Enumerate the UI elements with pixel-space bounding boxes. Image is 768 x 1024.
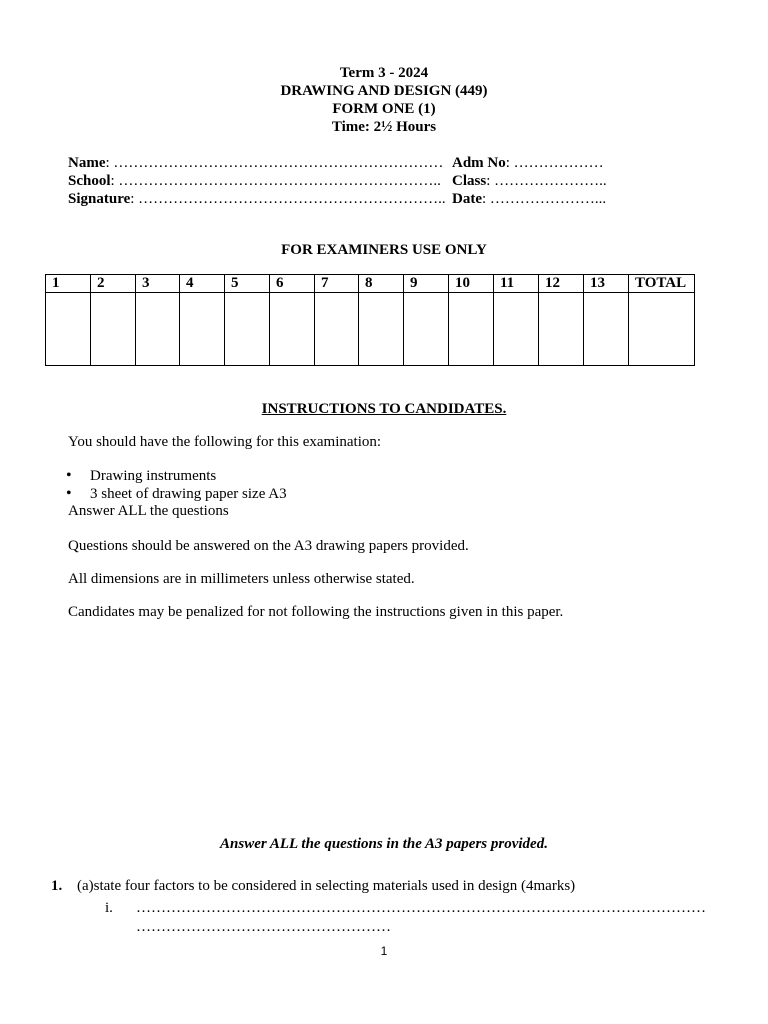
instruction-paragraph: All dimensions are in millimeters unless otherwise stated. <box>68 571 415 587</box>
mark-cell <box>180 293 225 366</box>
mark-cell <box>584 293 629 366</box>
adm-label: Adm No <box>452 155 506 171</box>
school-row <box>68 172 607 190</box>
exam-subject: DRAWING AND DESIGN (449) <box>280 83 488 99</box>
school-label: School <box>68 173 111 189</box>
column-header-total: TOTAL <box>629 275 695 293</box>
column-header: 2 <box>91 275 136 293</box>
mark-cell <box>315 293 359 366</box>
mark-cell <box>225 293 270 366</box>
exam-form: FORM ONE (1) <box>332 101 436 117</box>
name-field: : ………………………………………………………… <box>105 155 444 171</box>
exam-term: Term 3 - 2024 <box>339 65 429 81</box>
class-field: : ………………….. <box>486 173 607 189</box>
mark-cell <box>404 293 449 366</box>
column-header: 1 <box>46 275 91 293</box>
name-label: Name <box>68 155 106 171</box>
examiners-marks-table <box>45 274 695 366</box>
mark-cell <box>494 293 539 366</box>
table-header-row <box>46 275 695 293</box>
class-label: Class <box>452 173 487 189</box>
signature-field: : …………………………………………………….. <box>130 191 446 207</box>
bullet-icon: • <box>66 485 72 502</box>
column-header: 12 <box>539 275 584 293</box>
instructions-title: INSTRUCTIONS TO CANDIDATES. <box>261 401 507 417</box>
list-item: • Drawing instruments <box>66 467 217 484</box>
mark-cell <box>449 293 494 366</box>
name-row <box>68 154 604 172</box>
mark-cell <box>46 293 91 366</box>
question-text: (a)state four factors to be considered in selecting materials used in design (4marks) <box>77 878 576 894</box>
answer-line: …………………………………………………………………………………………………… <box>136 900 706 916</box>
answer-item-label: i. <box>105 900 113 916</box>
exam-time: Time: 2½ Hours <box>331 119 437 135</box>
signature-label: Signature <box>68 191 131 207</box>
answer-all-text: Answer ALL the questions <box>68 503 229 519</box>
list-item: • 3 sheet of drawing paper size A3 <box>66 485 287 502</box>
column-header: 10 <box>449 275 494 293</box>
instruction-paragraph: Questions should be answered on the A3 drawing papers provided. <box>68 538 469 554</box>
mark-cell <box>91 293 136 366</box>
date-label: Date <box>452 191 482 207</box>
mark-cell <box>270 293 315 366</box>
examiners-title: FOR EXAMINERS USE ONLY <box>281 242 487 258</box>
column-header: 6 <box>270 275 315 293</box>
column-header: 11 <box>494 275 539 293</box>
answer-line: …………………………………………… <box>136 919 391 935</box>
column-header: 3 <box>136 275 180 293</box>
column-header: 4 <box>180 275 225 293</box>
question-number: 1. <box>51 878 63 894</box>
bullet-icon: • <box>66 467 72 484</box>
answer-note: Answer ALL the questions in the A3 papers provided. <box>220 836 548 852</box>
page-number: 1 <box>380 944 388 958</box>
mark-cell <box>539 293 584 366</box>
marks-row <box>46 293 695 366</box>
signature-row <box>68 190 607 208</box>
total-cell <box>629 293 695 366</box>
column-header: 9 <box>404 275 449 293</box>
mark-cell <box>136 293 180 366</box>
date-field: : …………………... <box>482 191 607 207</box>
mark-cell <box>359 293 404 366</box>
adm-field: : ……………… <box>505 155 604 171</box>
school-field: : ……………………………………………………….. <box>110 173 441 189</box>
column-header: 7 <box>315 275 359 293</box>
column-header: 8 <box>359 275 404 293</box>
column-header: 13 <box>584 275 629 293</box>
instruction-paragraph: Candidates may be penalized for not following the instructions given in this paper. <box>68 604 564 620</box>
instructions-intro: You should have the following for this examination: <box>68 434 382 450</box>
column-header: 5 <box>225 275 270 293</box>
